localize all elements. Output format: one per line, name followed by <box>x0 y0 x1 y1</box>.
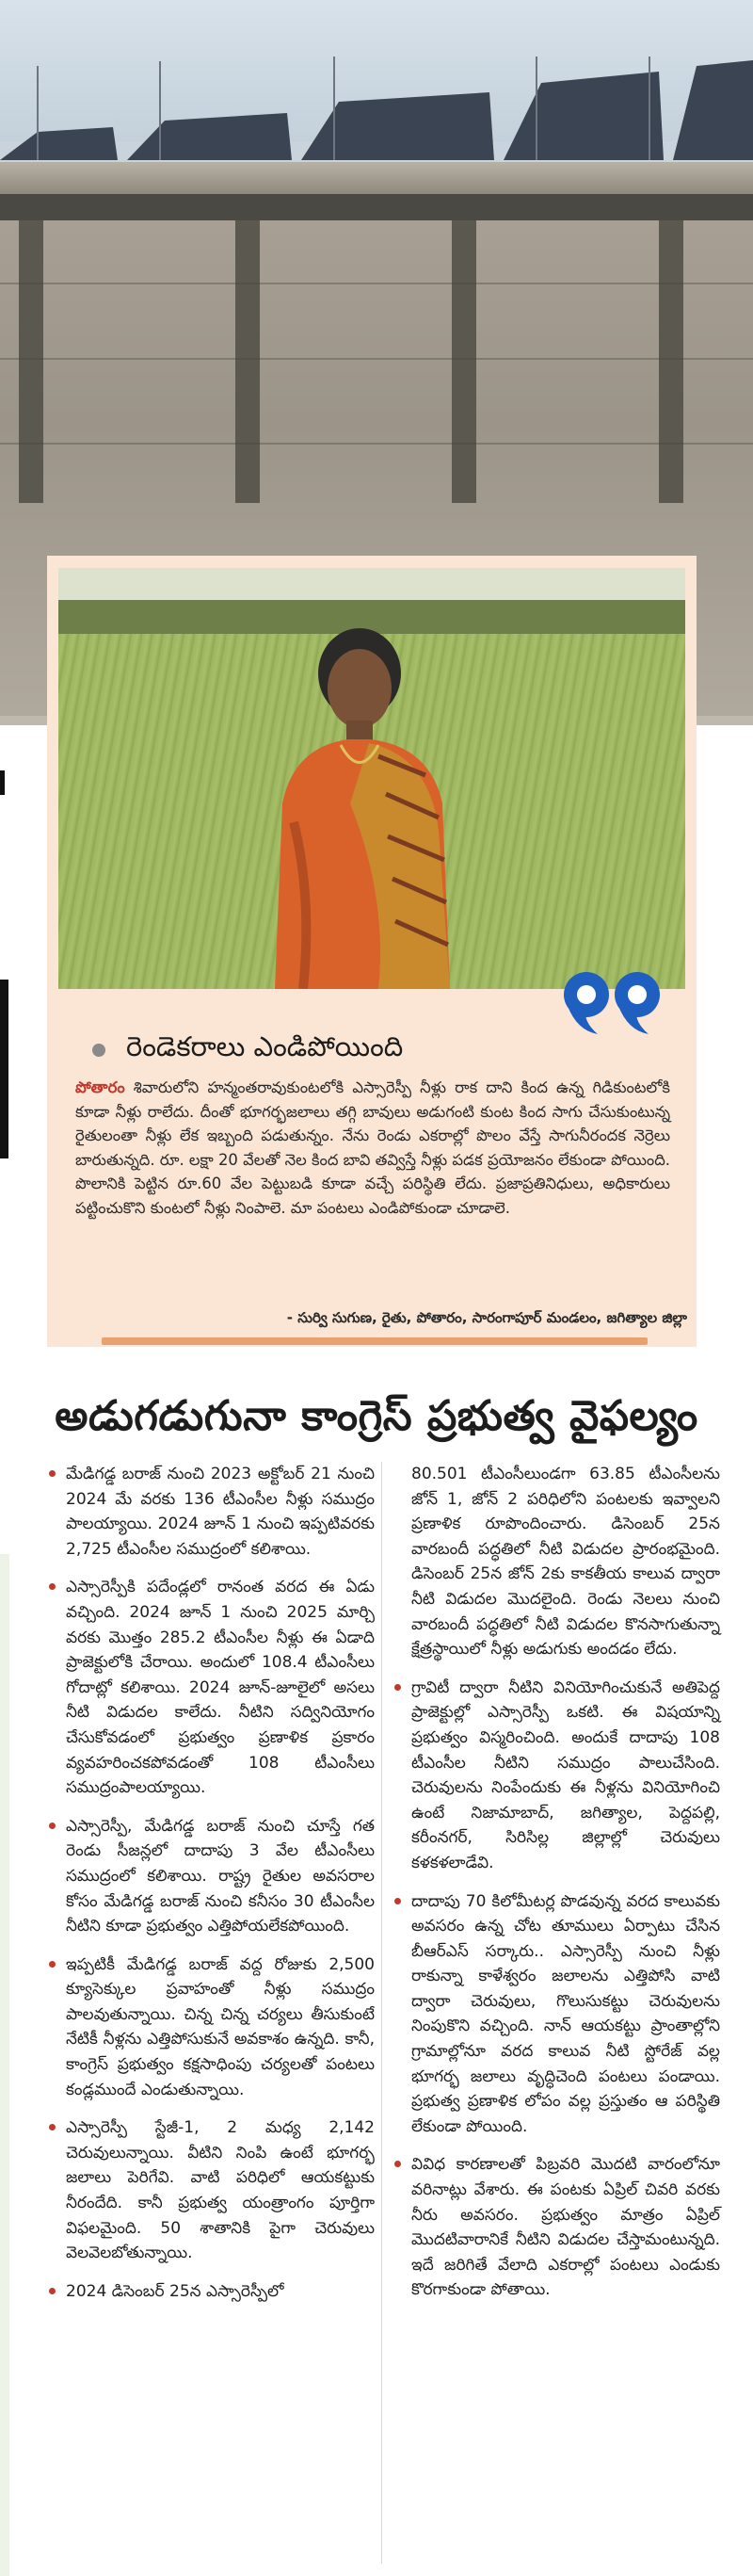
bullet-paragraph: 2024 డిసెంబర్ 25న ఎస్సారెస్పీలో <box>45 2279 375 2305</box>
quote-body <box>75 1076 670 1220</box>
clipped-neighbour-strip <box>0 1554 9 2576</box>
quote-heading-row <box>92 1030 657 1070</box>
wall-joint <box>0 443 753 445</box>
bullet-paragraph: గ్రావిటీ ద్వారా నీటిని వినియోగించుకునే అతిపెద్ద ప్రాజెక్టుల్లో ఎస్సారెస్పీ ఒకటి. ఈ విషయాన్ని ప్రభుత్వం విస్మరించింది. అందుకే దాదాపు 108 టీఎంసీల నీటిని సముద్రం పాలుచేసింది. చెరువులను నింపేందుకు ఈ నీళ్లను వినియోగించి ఉంటే నిజామాబాద్, జగిత్యాల, పెద్దపల్లి, కరీంనగర్, సిరిసిల్ల జిల్లాల్లో చెరువులు కళకళలాడేవి. <box>391 1676 720 1876</box>
quote-body-text: శివారులోని హన్మంతరావుకుంటలోకి ఎస్సారెస్పీ నీళ్లు రాక దాని కింద ఉన్న గిడికుంటలోకి కూడా నీళ్లు రాలేదు. దీంతో భూగర్భజలాలు తగ్గి బావులు అడుగంటి కుంట కింద సాగు చేసుకుంటున్న రైతులంతా నీళ్లు లేక ఇబ్బంది పడుతున్నం. నేను రెండు ఎకరాల్లో పొలం వేస్తే సాగునీరందక నెర్రెలు బారుతున్నది. రూ. లక్షా 20 వేలతో నెల కింద బావి తవ్విస్తే నీళ్లు పడక ప్రయోజనం లేకుండా పోయింది. పొలానికి పెట్టిన రూ.60 వేల పెట్టుబడి కూడా వచ్చే పరిస్థితి లేదు. ప్రజాప్రతినిధులు, అధికారులు పట్టించుకొని కుంటలో నీళ్లు నింపాలె. మా పంటలు ఎండిపోకుండా చూడాలె. <box>75 1078 670 1217</box>
clipped-neighbour-mark <box>0 980 8 1158</box>
wall-joint <box>0 358 753 360</box>
farmer-figure <box>237 615 482 989</box>
quote-heading: రెండెకరాలు ఎండిపోయింది <box>126 1030 404 1062</box>
bullet-paragraph: వివిధ కారణాలతో పిబ్రవరి మొదటి వారంలోనూ వరినాట్లు వేశారు. ఈ పంటకు ఏప్రిల్ చివరి వరకు నీరు అవసరం. ప్రభుత్వం మాత్రం ఏప్రిల్ మొదటివారానికే నీటిని విడుదల చేస్తామంటున్నది. ఇదే జరిగితే వేలాది ఎకరాల్లో పంటలు ఎండుకు కొరగాకుండా పోతాయి. <box>391 2152 720 2303</box>
left-column <box>45 1462 375 2317</box>
bullet-paragraph: ఎస్సారెస్పీ, మేడిగడ్డ బరాజ్ నుంచి చూస్తే గత రెండు సీజన్లలో దాదాపు 3 వేల టీఎంసీలు సముద్రంలో కలిశాయి. రాష్ట్ర రైతుల అవసరాల కోసం మేడిగడ్డ బరాజ్ నుంచి కనీసం 30 టీఎంసీల నీటిని కూడా ప్రభుత్వం ఎత్తిపోయలేకపోయింది. <box>45 1814 375 1939</box>
dam-pier <box>659 220 683 503</box>
bullet-paragraph: మేడిగడ్డ బరాజ్ నుంచి 2023 అక్టోబర్ 21 నుంచి 2024 మే వరకు 136 టీఎంసీల నీళ్లు సముద్రం పాలయ్యాయి. 2024 జూన్ 1 నుంచి ఇప్పటివరకు 2,725 టీఎంసీల సముద్రంలో కలిశాయి. <box>45 1462 375 1562</box>
column-divider <box>381 1462 382 2564</box>
continued-paragraph: 80.501 టీఎంసీలుండగా 63.85 టీఎంసీలను జోన్ 1, జోన్ 2 పరిధిలోని పంటలకు ఇవ్వాలని ప్రణాళిక రూపొందించారు. డిసెంబర్ 25న వారబందీ పద్ధతిలో నీటి విడుదల ప్రారంభమైంది. డిసెంబర్ 25న జోన్ 2కు కాకతీయ కాలువ ద్వారా నీటి విడుదల మొదలైంది. రెండు నెలలు నుంచి వారబందీ పద్ధతిలో నీటి విడుదల కొనసాగుతున్నా క్షేత్రస్థాయిలో నీళ్లు అడుగుకు అందడం లేదు. <box>411 1465 720 1660</box>
dam-pier <box>452 220 476 503</box>
bullet-paragraph: ఎస్సారెస్పీ స్టేజీ-1, 2 మధ్య 2,142 చెరువులున్నాయి. వీటిని నింపి ఉంటే భూగర్భ జలాలు పెరిగేవి. వాటి పరిధిలో ఆయకట్టుకు నీరందేది. కానీ ప్రభుత్వ యంత్రాంగం పూర్తిగా విఫలమైంది. 50 శాతానికి పైగా చెరువులు వెలవెలబోతున్నాయి. <box>45 2115 375 2266</box>
dam-pier <box>19 220 43 503</box>
headline: అడుగడుగునా కాంగ్రెస్ ప్రభుత్వ వైఫల్యం <box>55 1392 698 1440</box>
bullet-paragraph: ఇప్పటికీ మేడిగడ్డ బరాజ్ వద్ద రోజుకు 2,500 క్యూసెక్కుల ప్రవాహంతో నీళ్లు సముద్రం పాలవుతున్నాయి. చిన్న చిన్న చర్యలు తీసుకుంటే నేటికీ నీళ్లను ఎత్తిపోసుకునే అవకాశం ఉన్నది. కానీ, కాంగ్రెస్ ప్రభుత్వం కక్షసాధింపు చర్యలతో పంటలు కండ్లముందే ఎండుతున్నాయి. <box>45 1952 375 2103</box>
bullet-paragraph: ఎస్సారెస్పీకి పదేండ్లలో రానంత వరద ఈ ఏడు వచ్చింది. 2024 జూన్ 1 నుంచి 2025 మార్చి వరకు మొత్తం 285.2 టీఎంసీల నీళ్లు ఈ ఏడాది ప్రాజెక్టులోకి చేరాయి. అందులో 108.4 టీఎంసీలు గోదాట్లో కలిశాయి. 2024 జూన్-జూలైలో అసలు నీటి విడుదల కాలేదు. నీటిని సద్వినియోగం చేసుకోవడంలో ప్రభుత్వం ప్రణాళిక ప్రకారం వ్యవహరించకపోవడంతో 108 టీఎంసీలు సముద్రంపాలయ్యాయి. <box>45 1575 375 1800</box>
accent-bar <box>102 1337 648 1345</box>
right-column <box>391 1462 720 2316</box>
barrage-gates <box>0 57 753 170</box>
bridge-shadow <box>0 194 753 220</box>
wall-joint <box>0 283 753 284</box>
farmer-photo <box>58 568 685 989</box>
bridge-deck <box>0 162 753 194</box>
quote-icon <box>560 968 664 1036</box>
bullet-paragraph: దాదాపు 70 కిలోమీటర్ల పొడవున్న వరద కాలువకు అవసరం ఉన్న చోట తూములు ఏర్పాటు చేసిన బీఆర్ఎస్ సర్కారు.. ఎస్సారెస్పీ నుంచి నీళ్లు రాకున్నా కాళేశ్వరం జలాలను ఎత్తిపోసి వాటి ద్వారా చెరువులు, గొలుసుకట్టు చెరువులను నింపుకొని వచ్చింది. నాన్ ఆయకట్టు ప్రాంతాల్లోని గ్రామాల్లోనూ వరద కాలువ నీటి స్టోరేజ్ వల్ల భూగర్భ జలాలు వృద్ధిచెంది పంటలు పండాయి. ప్రభుత్వ ప్రణాళిక లోపం వల్ల ప్రస్తుతం ఆ పరిస్థితి లేకుండా పోయింది. <box>391 1889 720 2140</box>
clipped-neighbour-mark <box>0 770 5 795</box>
bullet-dot <box>92 1044 105 1057</box>
dam-pier <box>235 220 260 503</box>
quote-credit: - సుర్వి సుగుణ, రైతు, పోతారం, సారంగాపూర్ మండలం, జగిత్యాల జిల్లా <box>286 1309 687 1326</box>
quote-lead-word: పోతారం <box>75 1078 125 1096</box>
